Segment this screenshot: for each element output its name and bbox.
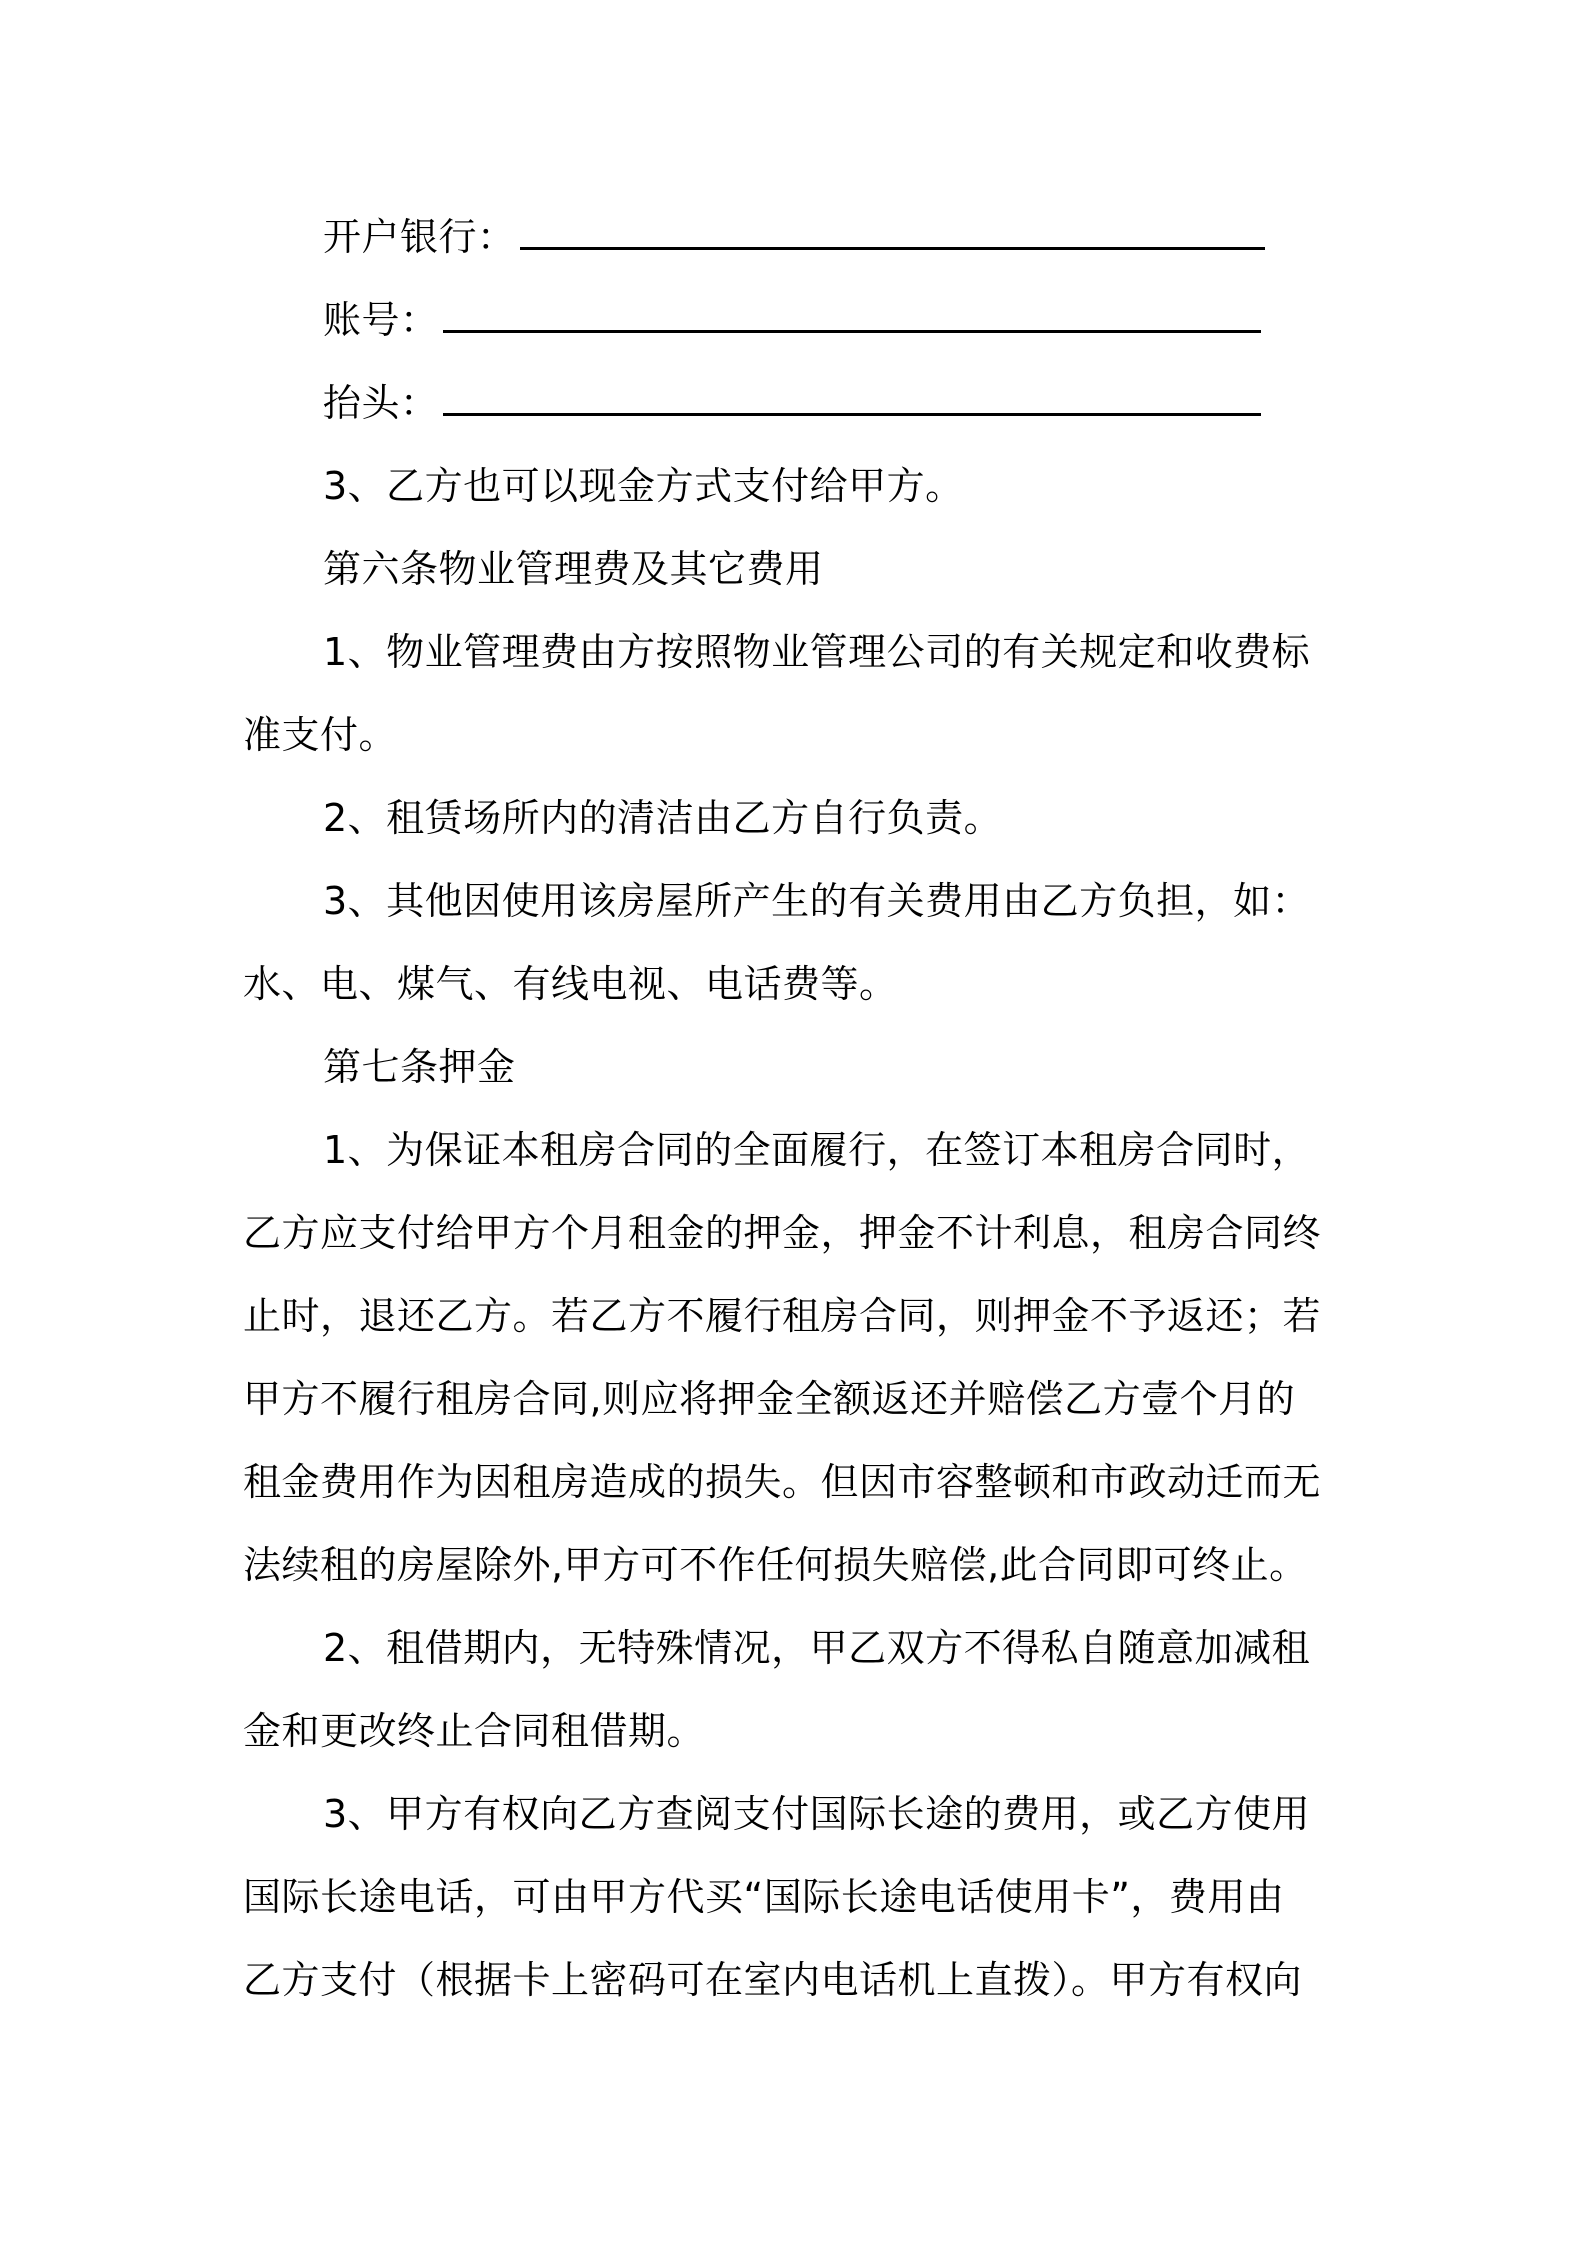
bank-field-label: 开户银行： bbox=[323, 215, 516, 259]
paragraph-line: 水、电、煤气、有线电视、电话费等。 bbox=[243, 962, 898, 1006]
paragraph-line: 租金费用作为因租房造成的损失。但因市容整顿和市政动迁而无 bbox=[243, 1460, 1322, 1504]
paragraph-line: 1、为保证本租房合同的全面履行，在签订本租房合同时， bbox=[323, 1128, 1311, 1172]
paragraph-line: 3、乙方也可以现金方式支付给甲方。 bbox=[323, 464, 964, 508]
paragraph-line: 法续租的房屋除外,甲方可不作任何损失赔偿,此合同即可终止。 bbox=[243, 1543, 1308, 1587]
bank-field-blank[interactable] bbox=[520, 237, 1265, 250]
paragraph-line: 国际长途电话，可由甲方代买“国际长途电话使用卡”，费用由 bbox=[243, 1875, 1285, 1919]
document-body bbox=[243, 196, 1363, 2022]
account-field bbox=[243, 279, 1363, 362]
paragraph-line: 准支付。 bbox=[243, 713, 398, 757]
payee-field-blank[interactable] bbox=[443, 403, 1261, 416]
paragraph-line: 乙方支付（根据卡上密码可在室内电话机上直拨）。甲方有权向 bbox=[243, 1958, 1303, 2002]
paragraph-line: 3、甲方有权向乙方查阅支付国际长途的费用，或乙方使用 bbox=[323, 1792, 1311, 1836]
paragraph-line: 2、租赁场所内的清洁由乙方自行负责。 bbox=[323, 796, 1003, 840]
paragraph-line: 止时，退还乙方。若乙方不履行租房合同，则押金不予返还；若 bbox=[243, 1294, 1322, 1338]
article-six-heading: 第六条物业管理费及其它费用 bbox=[323, 547, 824, 591]
paragraph-line: 乙方应支付给甲方个月租金的押金，押金不计利息，租房合同终 bbox=[243, 1211, 1322, 1255]
account-field-blank[interactable] bbox=[443, 320, 1261, 333]
paragraph-line: 2、租借期内，无特殊情况，甲乙双方不得私自随意加减租 bbox=[323, 1626, 1311, 1670]
bank-field bbox=[243, 196, 1363, 279]
account-field-label: 账号： bbox=[323, 298, 439, 342]
paragraph-line: 金和更改终止合同租借期。 bbox=[243, 1709, 706, 1753]
payee-field-label: 抬头： bbox=[323, 381, 439, 425]
paragraph-line: 3、其他因使用该房屋所产生的有关费用由乙方负担，如： bbox=[323, 879, 1311, 923]
paragraph-line: 1、物业管理费由方按照物业管理公司的有关规定和收费标 bbox=[323, 630, 1311, 674]
payee-field bbox=[243, 362, 1363, 445]
article-seven-heading: 第七条押金 bbox=[323, 1045, 516, 1089]
paragraph-line: 甲方不履行租房合同,则应将押金全额返还并赔偿乙方壹个月的 bbox=[243, 1377, 1296, 1421]
